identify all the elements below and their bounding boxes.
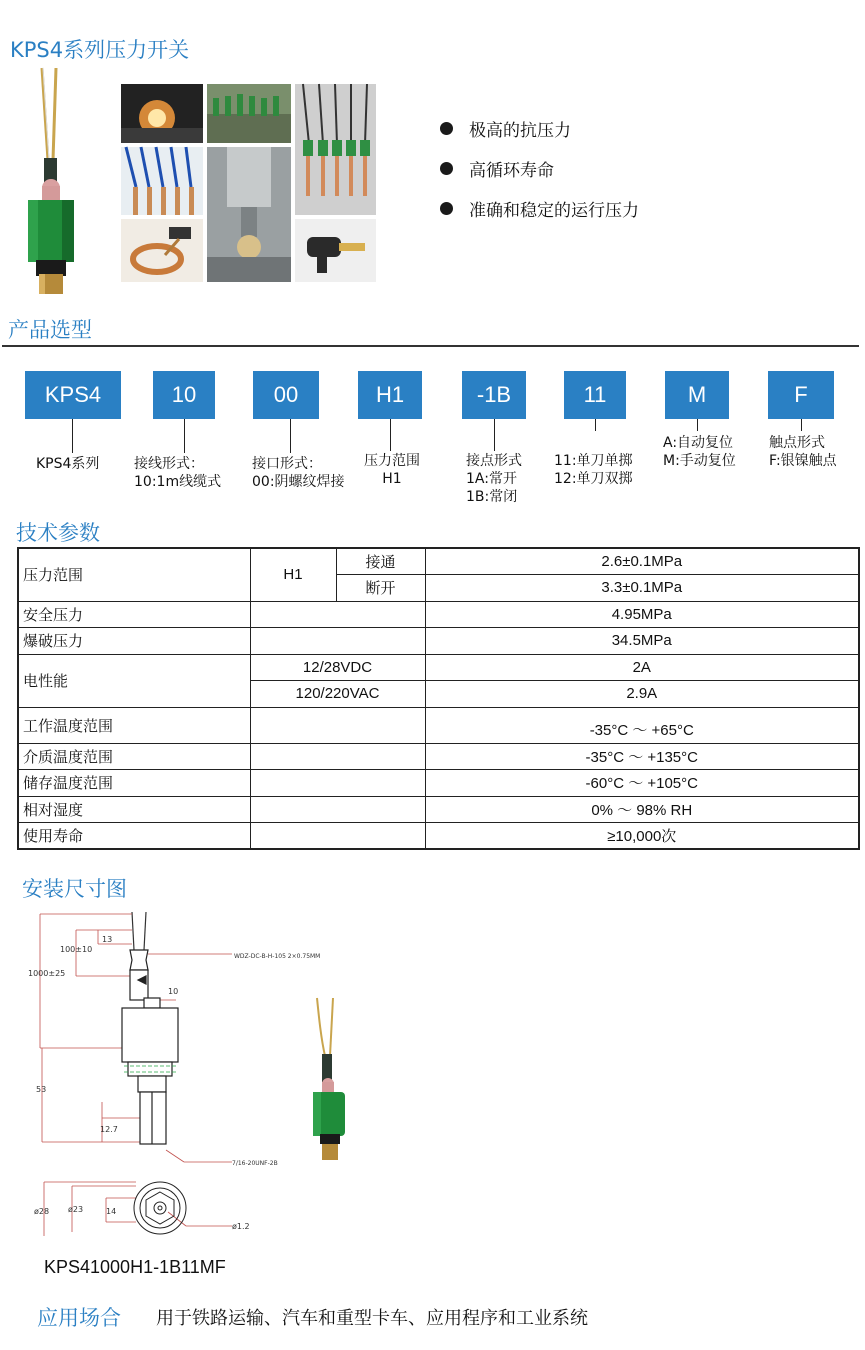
bullet-icon xyxy=(440,162,453,175)
dim-53: 53 xyxy=(36,1085,47,1094)
application-text: 用于铁路运输、汽车和重型卡车、应用程序和工业系统 xyxy=(156,1308,588,1329)
table-row: 使用寿命 ≥10,000次 xyxy=(18,823,859,850)
table-row: 储存温度范围 -60°C ～ +105°C xyxy=(18,770,859,797)
dim-12-7: 12.7 xyxy=(100,1125,118,1134)
dim-28: ø28 xyxy=(34,1207,50,1216)
code-desc-material: 触点形式 F:银镍触点 xyxy=(769,435,837,469)
photo-fitting xyxy=(295,219,376,282)
dim-1000: 1000±25 xyxy=(28,969,66,978)
feature-item: 准确和稳定的运行压力 xyxy=(440,188,639,228)
code-box-port: 00 xyxy=(253,371,319,419)
table-row: 120/220VAC 2.9A xyxy=(18,681,859,708)
photo-assembly-line xyxy=(207,84,291,143)
product-image-small xyxy=(311,998,355,1163)
code-desc-pressure: 压力范围 H1 xyxy=(364,453,420,487)
table-row: 介质温度范围 -35°C ～ +135°C xyxy=(18,743,859,770)
dim-wire: WDZ-DC-B-H-105 2×0.75MM xyxy=(234,953,321,960)
code-box-wiring: 10 xyxy=(153,371,215,419)
table-row: 工作温度范围 -35°C ～ +65°C xyxy=(18,707,859,743)
code-box-reset: M xyxy=(665,371,729,419)
model-number: KPS41000H1-1B11MF xyxy=(44,1257,226,1277)
dim-13: 13 xyxy=(102,935,113,944)
bullet-icon xyxy=(440,202,453,215)
feature-item: 极高的抗压力 xyxy=(440,108,639,148)
code-connector xyxy=(595,419,596,431)
code-desc-series: KPS4系列 xyxy=(36,456,100,472)
specs-heading: 技术参数 xyxy=(16,521,100,545)
code-connector xyxy=(72,419,73,453)
dim-100: 100±10 xyxy=(60,945,93,954)
dim-10: 10 xyxy=(168,987,179,996)
photo-switches-row xyxy=(295,84,376,215)
feature-list xyxy=(440,108,639,228)
code-connector xyxy=(801,419,802,431)
bullet-icon xyxy=(440,122,453,135)
dim-23: ø23 xyxy=(68,1205,84,1214)
code-connector xyxy=(290,419,291,453)
code-desc-wiring: 接线形式： 10:1m线缆式 xyxy=(134,456,222,490)
code-connector xyxy=(390,419,391,451)
code-desc-reset: A:自动复位 M:手动复位 xyxy=(663,435,736,469)
code-connector xyxy=(697,419,698,431)
code-box-contact: -1B xyxy=(462,371,526,419)
photo-copper-ring xyxy=(121,219,203,282)
code-desc-port: 接口形式： 00:阴螺纹焊接 xyxy=(252,456,345,490)
code-box-series: KPS4 xyxy=(25,371,121,419)
dim-thread: 7/16-20UNF-2B xyxy=(232,1160,278,1167)
code-connector xyxy=(494,419,495,451)
application-heading: 应用场合 xyxy=(37,1306,121,1330)
table-row: 断开 3.3±0.1MPa xyxy=(18,575,859,602)
product-image xyxy=(20,68,90,296)
table-row: 相对湿度 0% ～ 98% RH xyxy=(18,796,859,823)
code-box-material: F xyxy=(768,371,834,419)
dimensions-heading: 安装尺寸图 xyxy=(22,877,127,901)
dim-1-2: ø1.2 xyxy=(232,1222,250,1231)
section-divider xyxy=(2,345,859,347)
page-title: KPS4系列压力开关 xyxy=(10,38,190,62)
code-desc-contact: 接点形式 1A:常开 1B:常闭 xyxy=(466,453,522,505)
code-box-pressure: H1 xyxy=(358,371,422,419)
photo-collage xyxy=(121,84,376,282)
code-box-pole: 11 xyxy=(564,371,626,419)
photo-cables xyxy=(121,147,203,215)
spec-table xyxy=(17,547,860,850)
table-row: 安全压力 4.95MPa xyxy=(18,601,859,628)
table-row: 压力范围 H1 接通 2.6±0.1MPa xyxy=(18,548,859,575)
photo-brazing xyxy=(121,84,203,143)
dim-14: 14 xyxy=(106,1207,117,1216)
photo-machine xyxy=(207,147,291,282)
feature-item: 高循环寿命 xyxy=(440,148,639,188)
code-desc-pole: 11:单刀单掷 12:单刀双掷 xyxy=(554,453,633,487)
code-connector xyxy=(184,419,185,453)
selection-heading: 产品选型 xyxy=(8,318,92,342)
table-row: 电性能 12/28VDC 2A xyxy=(18,654,859,681)
table-row: 爆破压力 34.5MPa xyxy=(18,628,859,655)
